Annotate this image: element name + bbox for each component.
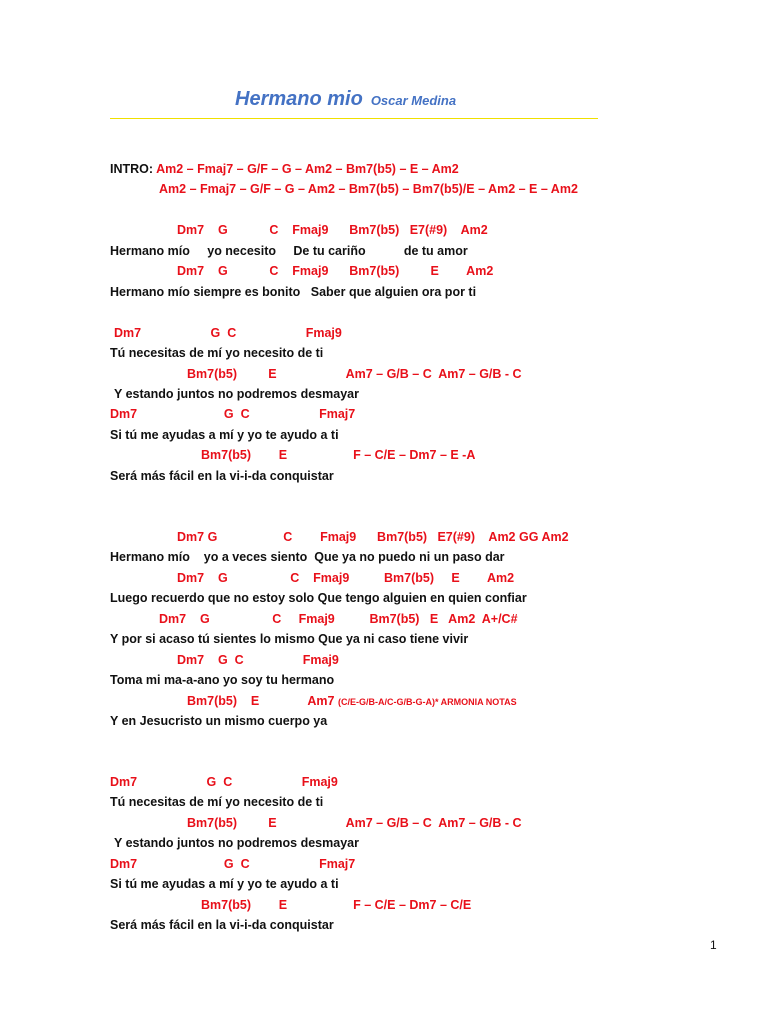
lyric-line: Hermano mío yo necesito De tu cariño de tu amor: [110, 244, 468, 258]
chord-line: Bm7(b5) E F – C/E – Dm7 – E -A: [201, 448, 476, 462]
lyric-line: Si tú me ayudas a mí y yo te ayudo a ti: [110, 428, 339, 442]
lyric-line: Hermano mío siempre es bonito Saber que alguien ora por ti: [110, 285, 477, 299]
chord-line: Dm7 G C Fmaj7: [110, 407, 356, 421]
chord-line: Dm7 G C Fmaj7: [110, 857, 356, 871]
chord-line: Dm7 G C Fmaj9 Bm7(b5) E Am2: [177, 264, 494, 278]
chord-line: Dm7 G C Fmaj9 Bm7(b5) E7(#9) Am2: [177, 223, 488, 237]
chord-line: Dm7 G C Fmaj9 Bm7(b5) E Am2 A+/C#: [159, 612, 518, 626]
chord-line: Dm7 G C Fmaj9: [177, 653, 339, 667]
song-author: Oscar Medina: [370, 93, 457, 108]
lyric-line: Tú necesitas de mí yo necesito de ti: [110, 346, 324, 360]
chord-line: Dm7 G C Fmaj9 Bm7(b5) E7(#9) Am2 GG Am2: [177, 530, 569, 544]
intro-chords-2: Am2 – Fmaj7 – G/F – G – Am2 – Bm7(b5) – Bm7(b5)/E – Am2 – E – Am2: [159, 182, 578, 196]
lyric-line: Toma mi ma-a-ano yo soy tu hermano: [110, 673, 335, 687]
lyric-line: Será más fácil en la vi-i-da conquistar: [110, 469, 334, 483]
chord-line: [187, 694, 517, 710]
song-title-text: Hermano mio: [235, 88, 363, 110]
chord-line: Dm7 G C Fmaj9: [110, 775, 338, 789]
chord-line-main: Bm7(b5) E Am7: [187, 694, 338, 708]
chord-line: Bm7(b5) E Am7 – G/B – C Am7 – G/B - C: [187, 367, 522, 381]
chord-line: Dm7 G C Fmaj9 Bm7(b5) E Am2: [177, 571, 515, 585]
chord-line: Dm7 G C Fmaj9: [114, 326, 342, 340]
lyric-line: Tú necesitas de mí yo necesito de ti: [110, 795, 324, 809]
lyric-line: Si tú me ayudas a mí y yo te ayudo a ti: [110, 877, 339, 891]
intro-chords-1: Am2 – Fmaj7 – G/F – G – Am2 – Bm7(b5) – E – Am2: [153, 162, 459, 176]
title-underline: [110, 118, 598, 119]
lyric-line: Será más fácil en la vi-i-da conquistar: [110, 918, 334, 932]
lyric-line: Hermano mío yo a veces siento Que ya no puedo ni un paso dar: [110, 550, 505, 564]
lyric-line: Y estando juntos no podremos desmayar: [114, 387, 359, 401]
lyric-line: Y en Jesucristo un mismo cuerpo ya: [110, 714, 328, 728]
intro-line-1: [110, 162, 459, 177]
intro-label: INTRO:: [110, 162, 154, 176]
chord-line: Bm7(b5) E F – C/E – Dm7 – C/E: [201, 898, 472, 912]
song-title: [235, 88, 456, 111]
chord-line: Bm7(b5) E Am7 – G/B – C Am7 – G/B - C: [187, 816, 522, 830]
page-number: 1: [710, 938, 717, 952]
lyric-line: Y por si acaso tú sientes lo mismo Que ya ni caso tiene vivir: [110, 632, 469, 646]
harmony-notes: (C/E-G/B-A/C-G/B-G-A)* ARMONIA NOTAS: [337, 697, 517, 707]
lyric-line: Y estando juntos no podremos desmayar: [114, 836, 359, 850]
lyric-line: Luego recuerdo que no estoy solo Que tengo alguien en quien confiar: [110, 591, 527, 605]
